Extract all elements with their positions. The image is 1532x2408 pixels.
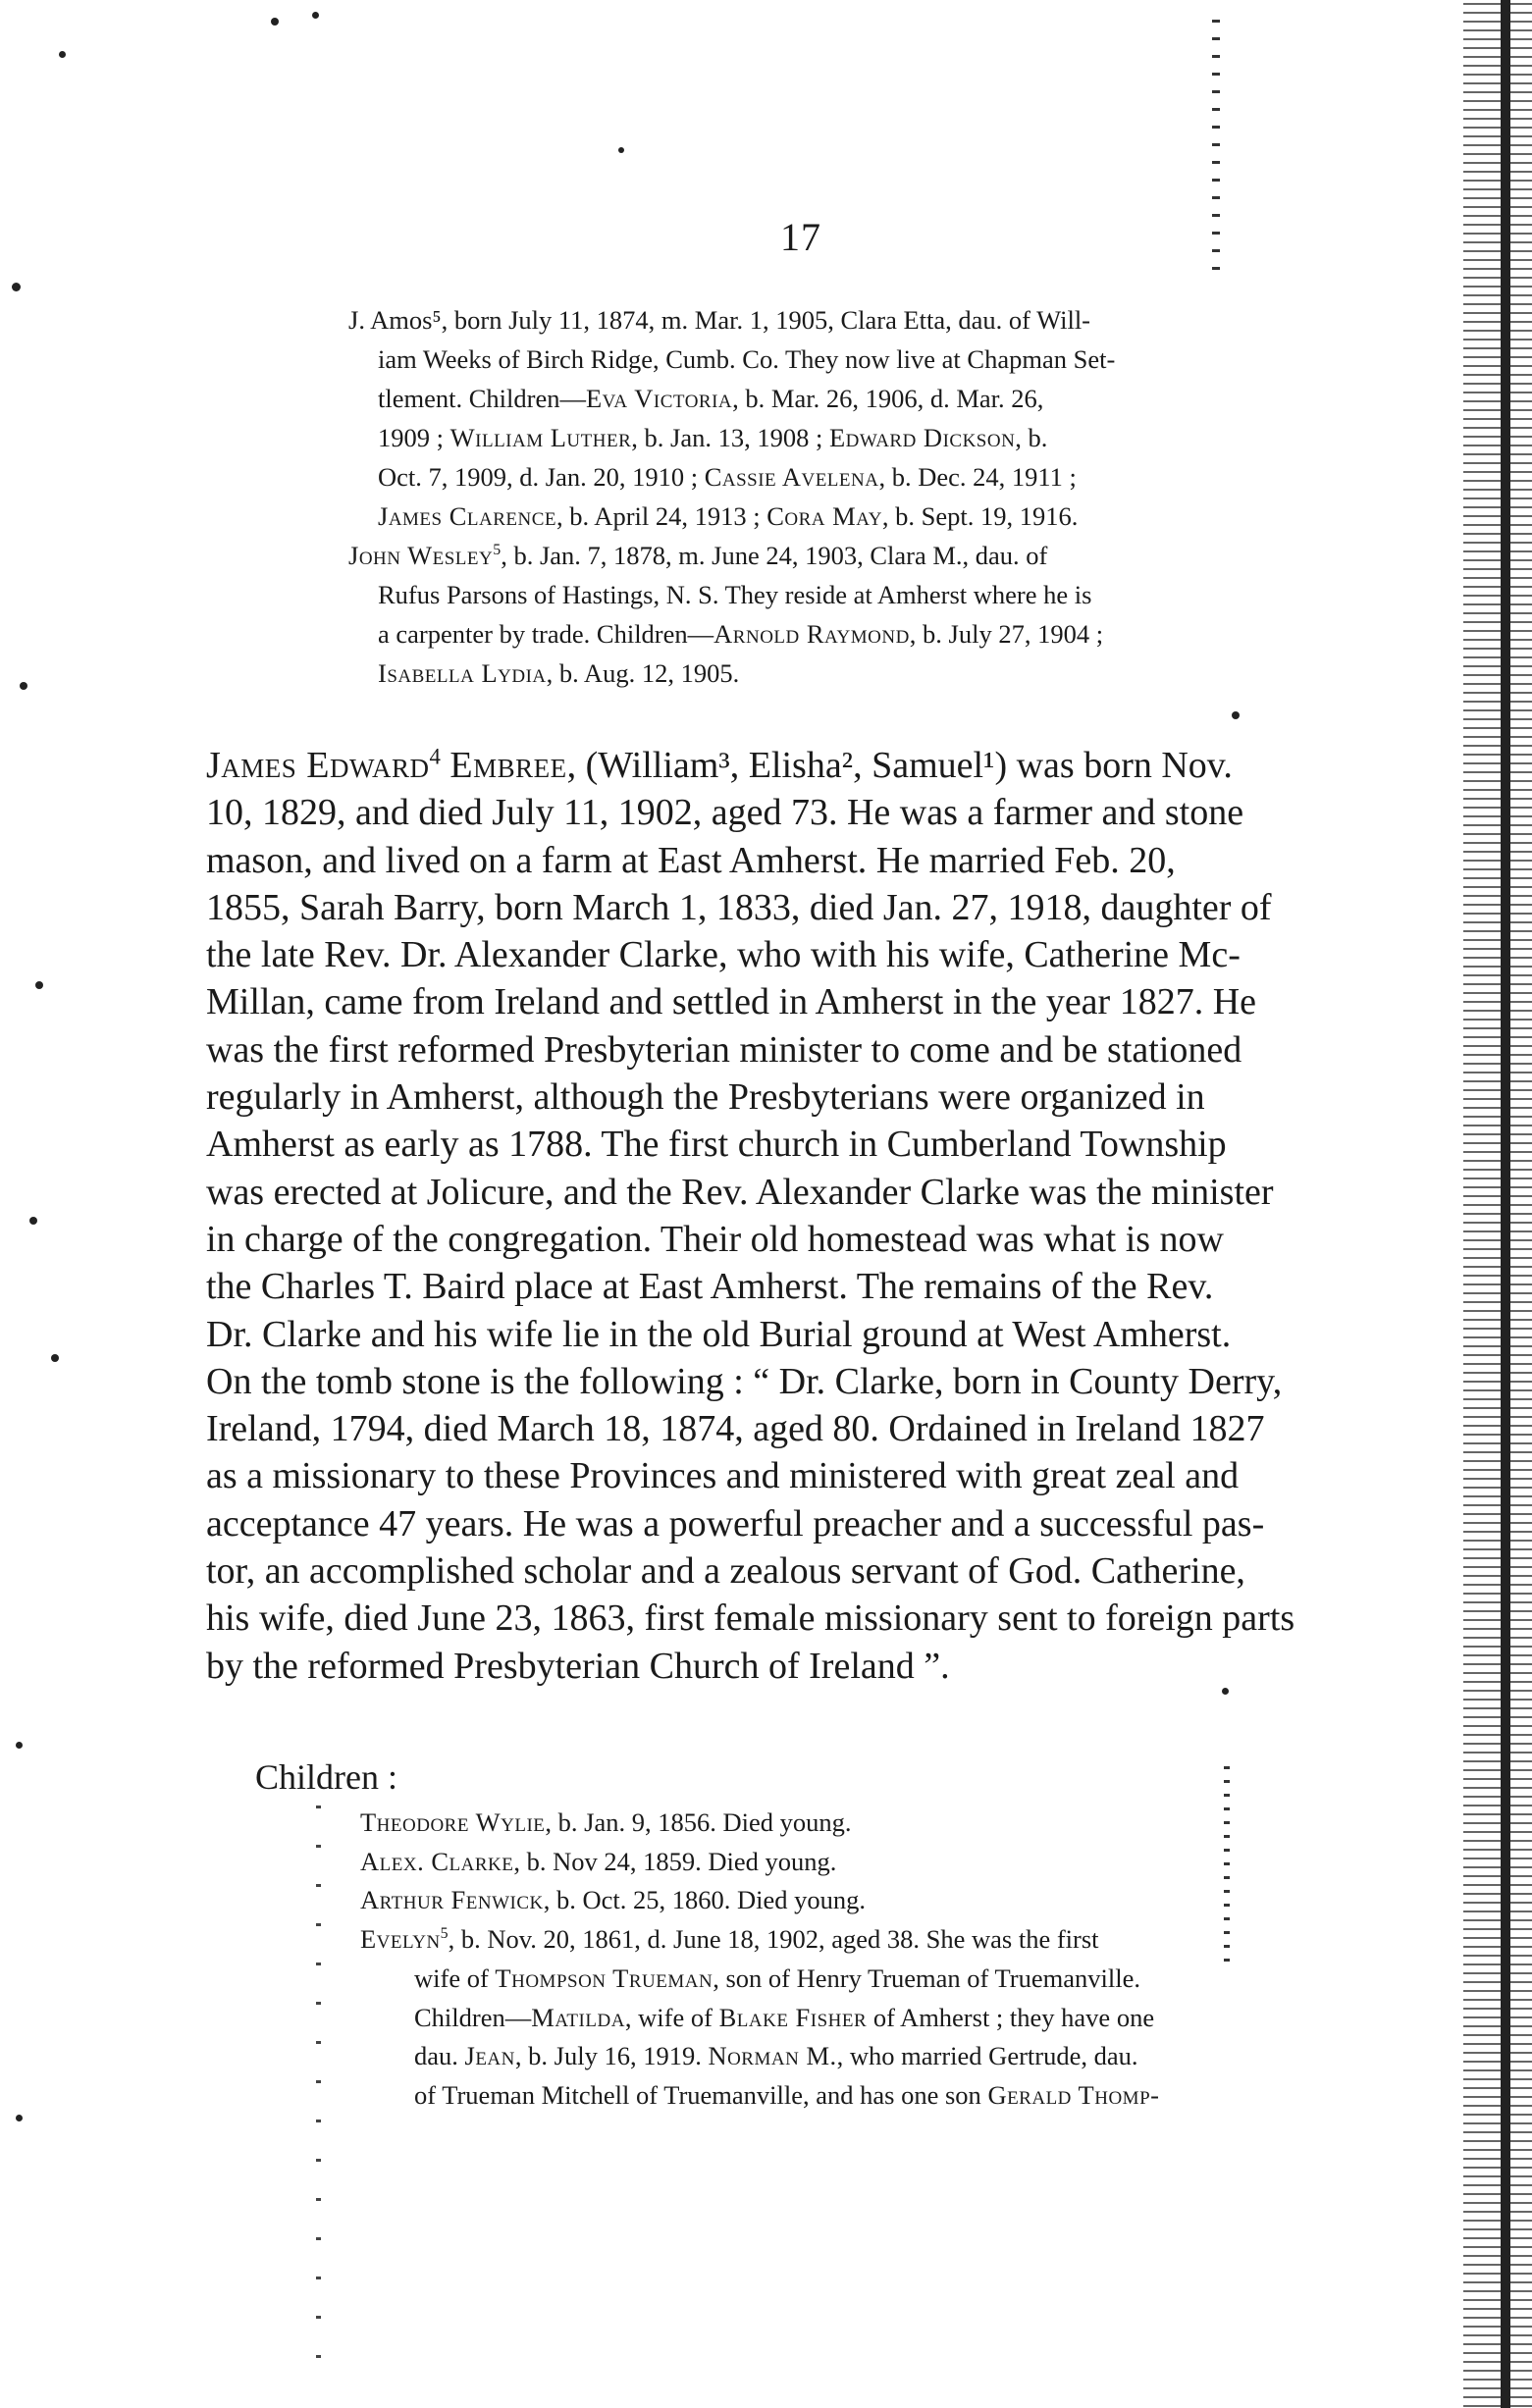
text-line bbox=[360, 2037, 1450, 2076]
text-run: of Trueman Mitchell of Truemanville, and has one son bbox=[414, 2079, 988, 2110]
text-line: by the reformed Presbyterian Church of Ireland ”. bbox=[206, 1645, 950, 1687]
generation-number: 5 bbox=[440, 1925, 449, 1943]
text-run: of Amherst ; they have one bbox=[867, 2002, 1155, 2032]
text-line: tor, an accomplished scholar and a zealous servant of God. Catherine, bbox=[206, 1550, 1245, 1593]
entry-john-wesley bbox=[348, 536, 1438, 693]
person-name: Theodore Wylie bbox=[360, 1807, 546, 1837]
text-line bbox=[360, 1960, 1450, 1999]
person-name: James Clarence bbox=[378, 501, 557, 531]
person-name: Isabella Lydia bbox=[378, 658, 547, 688]
text-line: the late Rev. Dr. Alexander Clarke, who with his wife, Catherine Mc- bbox=[206, 934, 1241, 976]
main-paragraph bbox=[206, 742, 1433, 1690]
text-line: in charge of the congregation. Their old homestead was what is now bbox=[206, 1218, 1224, 1260]
text-run: 1909 ; bbox=[378, 423, 450, 452]
entry-amos bbox=[348, 300, 1438, 536]
text-line: Dr. Clarke and his wife lie in the old Burial ground at West Amherst. bbox=[206, 1313, 1232, 1355]
text-line bbox=[206, 742, 1433, 789]
text-run: , b. bbox=[1015, 423, 1048, 452]
scan-gutter-dots bbox=[1212, 20, 1220, 275]
person-name: Alex. Clarke bbox=[360, 1846, 514, 1876]
text-run: , b. Mar. 26, 1906, d. Mar. 26, bbox=[732, 384, 1044, 413]
generation-number: 5 bbox=[493, 542, 502, 559]
text-line: was the first reformed Presbyterian minister to come and be stationed bbox=[206, 1028, 1242, 1071]
text-line: J. Amos⁵, born July 11, 1874, m. Mar. 1, 1905, Clara Etta, dau. of Will- bbox=[348, 305, 1091, 335]
child-entry bbox=[360, 1920, 1450, 1960]
person-name: John Wesley bbox=[348, 541, 494, 570]
person-name: Arthur Fenwick bbox=[360, 1885, 544, 1915]
family-entries bbox=[348, 300, 1438, 693]
text-line: Millan, came from Ireland and settled in Amherst in the year 1827. He bbox=[206, 981, 1257, 1023]
text-run: , b. Nov. 20, 1861, d. June 18, 1902, aged 38. She was the first bbox=[448, 1924, 1099, 1955]
text-line bbox=[360, 2076, 1450, 2116]
person-name: Evelyn bbox=[360, 1924, 441, 1955]
text-run: , b. Aug. 12, 1905. bbox=[546, 658, 740, 688]
text-run: , b. July 27, 1904 ; bbox=[909, 619, 1104, 649]
text-line bbox=[348, 614, 1438, 654]
text-run: , wife of bbox=[624, 2002, 719, 2032]
person-name: Eva Victoria bbox=[585, 384, 733, 413]
scan-speck bbox=[271, 18, 279, 26]
page-number: 17 bbox=[780, 215, 821, 259]
text-line bbox=[348, 497, 1438, 536]
text-line bbox=[348, 536, 1438, 575]
scan-speck bbox=[59, 51, 66, 58]
text-run: a carpenter by trade. Children— bbox=[378, 619, 714, 649]
scan-speck bbox=[29, 1217, 37, 1225]
text-run: dau. bbox=[414, 2041, 465, 2071]
text-run: , b. July 16, 1919. bbox=[514, 2041, 709, 2071]
person-name: James Edward bbox=[206, 745, 430, 786]
person-name: Matilda bbox=[531, 2002, 625, 2032]
text-line bbox=[360, 1999, 1450, 2038]
person-name: Edward Dickson bbox=[828, 423, 1016, 452]
text-line: the Charles T. Baird place at East Amherst. The remains of the Rev. bbox=[206, 1266, 1214, 1308]
text-run: wife of bbox=[414, 1963, 496, 1993]
child-entry bbox=[360, 1804, 1450, 1843]
scan-speck bbox=[16, 1742, 23, 1749]
scan-margin-dots bbox=[316, 1806, 321, 2394]
scan-speck bbox=[12, 283, 21, 291]
person-name: Norman M. bbox=[708, 2041, 837, 2071]
scan-speck bbox=[312, 12, 319, 19]
text-line bbox=[348, 457, 1438, 497]
scan-speck bbox=[20, 682, 27, 690]
children-list bbox=[360, 1804, 1450, 2116]
scan-speck bbox=[35, 981, 43, 989]
text-line: acceptance 47 years. He was a powerful preacher and a successful pas- bbox=[206, 1502, 1265, 1544]
scan-edge-line bbox=[1501, 0, 1510, 2408]
text-line: Rufus Parsons of Hastings, N. S. They reside at Amherst where he is bbox=[378, 580, 1092, 609]
text-run: Children— bbox=[414, 2002, 532, 2032]
text-line: his wife, died June 23, 1863, first female missionary sent to foreign parts bbox=[206, 1597, 1295, 1640]
text-run: , b. Nov 24, 1859. Died young. bbox=[513, 1846, 837, 1876]
text-line: as a missionary to these Provinces and ministered with great zeal and bbox=[206, 1455, 1240, 1497]
text-line: Amherst as early as 1788. The first church in Cumberland Township bbox=[206, 1124, 1227, 1166]
text-line: Ireland, 1794, died March 18, 1874, aged 80. Ordained in Ireland 1827 bbox=[206, 1408, 1265, 1450]
text-run: , b. Jan. 13, 1908 ; bbox=[631, 423, 829, 452]
text-line: On the tomb stone is the following : “ Dr. Clarke, born in County Derry, bbox=[206, 1360, 1283, 1402]
child-entry bbox=[360, 1843, 1450, 1882]
text-run: , b. April 24, 1913 ; bbox=[556, 501, 767, 531]
person-name: Jean bbox=[464, 2041, 515, 2071]
text-run: , son of Henry Trueman of Truemanville. bbox=[713, 1963, 1140, 1993]
text-run: , who married Gertrude, dau. bbox=[836, 2041, 1138, 2071]
scan-speck bbox=[1232, 711, 1240, 719]
person-name: Gerald Thomp- bbox=[987, 2079, 1160, 2110]
person-name: Blake Fisher bbox=[718, 2002, 868, 2032]
text-run: , b. Dec. 24, 1911 ; bbox=[878, 462, 1077, 492]
person-surname: Embree bbox=[449, 745, 567, 786]
text-line bbox=[348, 379, 1438, 418]
scan-speck bbox=[16, 2115, 23, 2121]
text-line bbox=[348, 654, 1438, 693]
text-run: , b. Jan. 7, 1878, m. June 24, 1903, Clara M., dau. of bbox=[501, 541, 1048, 570]
text-line: iam Weeks of Birch Ridge, Cumb. Co. They now live at Chapman Set- bbox=[378, 344, 1116, 374]
person-name: William Luther bbox=[449, 423, 632, 452]
text-run: , b. Jan. 9, 1856. Died young. bbox=[545, 1807, 852, 1837]
text-line bbox=[348, 418, 1438, 457]
text-line: 1855, Sarah Barry, born March 1, 1833, died Jan. 27, 1918, daughter of bbox=[206, 886, 1272, 928]
scan-speck bbox=[618, 147, 624, 153]
text-line: mason, and lived on a farm at East Amherst. He married Feb. 20, bbox=[206, 839, 1176, 881]
child-entry bbox=[360, 1881, 1450, 1920]
person-name: Cassie Avelena bbox=[704, 462, 879, 492]
person-name: Arnold Raymond bbox=[713, 619, 910, 649]
scan-edge-shadow bbox=[1463, 0, 1532, 2408]
scan-speck bbox=[51, 1354, 59, 1362]
text-run: , (William³, Elisha², Samuel¹) was born Nov. bbox=[566, 745, 1233, 786]
text-run: tlement. Children— bbox=[378, 384, 586, 413]
person-name: Thompson Trueman bbox=[495, 1963, 713, 1993]
text-line: was erected at Jolicure, and the Rev. Alexander Clarke was the minister bbox=[206, 1171, 1274, 1213]
person-name: Cora May bbox=[766, 501, 882, 531]
text-run: , b. Sept. 19, 1916. bbox=[881, 501, 1079, 531]
text-run: , b. Oct. 25, 1860. Died young. bbox=[543, 1885, 867, 1915]
children-heading: Children : bbox=[255, 1757, 397, 1797]
generation-number: 4 bbox=[429, 744, 441, 769]
text-line: regularly in Amherst, although the Presbyterians were organized in bbox=[206, 1076, 1205, 1119]
text-line: 10, 1829, and died July 11, 1902, aged 73. He was a farmer and stone bbox=[206, 792, 1244, 834]
text-run: Oct. 7, 1909, d. Jan. 20, 1910 ; bbox=[378, 462, 705, 492]
